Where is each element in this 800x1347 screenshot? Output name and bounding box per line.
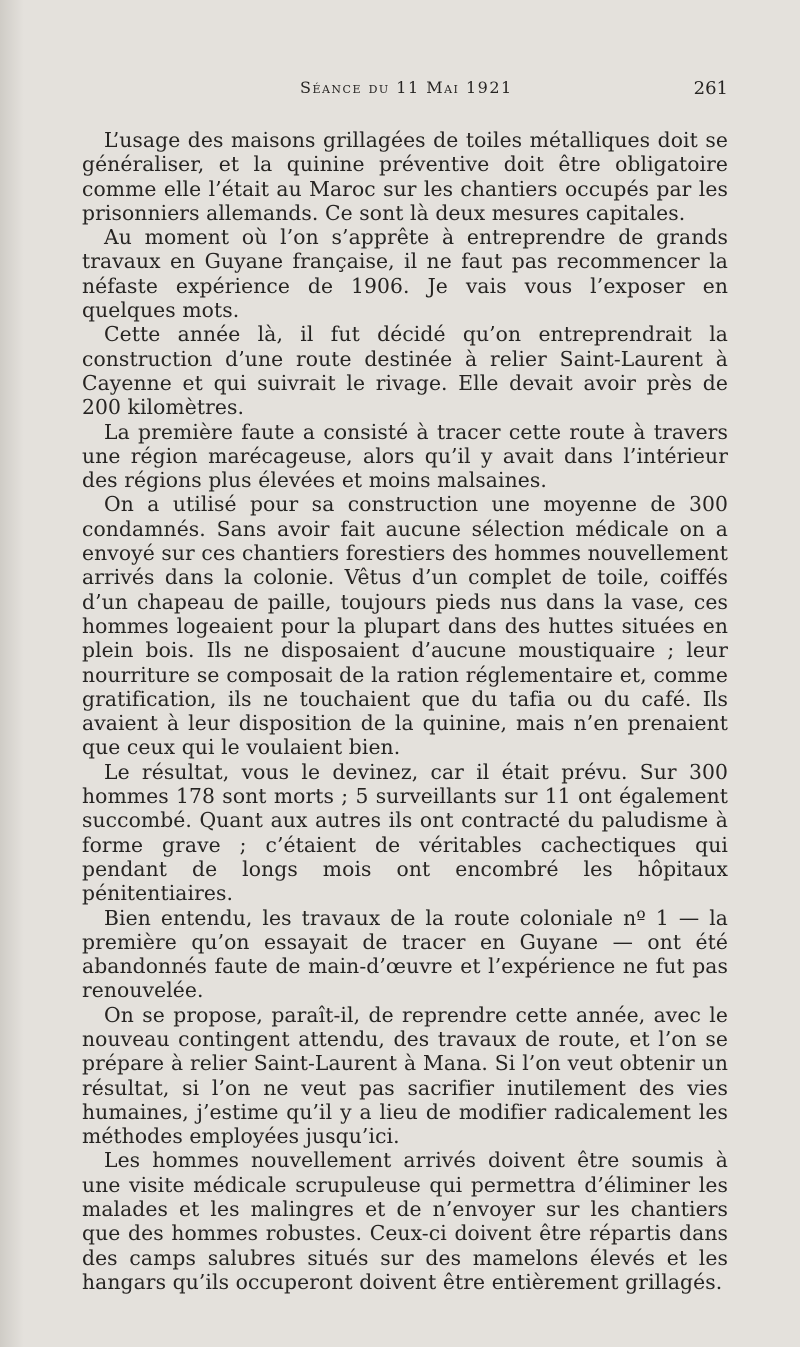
paragraph-6: Le résultat, vous le devinez, car il était prévu. Sur 300 hommes 178 sont morts ; 5 surveillants sur 11 ont également succombé. Quant aux autres ils ont contracté du paludisme à forme grave ; c’étaient de véritables cachectiques qui pendant de longs mois ont encombré les hôpitaux pénitentiaires. [82, 759, 728, 906]
page-number: 261 [693, 78, 728, 99]
paragraph-3: Cette année là, il fut décidé qu’on entreprendrait la construction d’une route destinée à relier Saint-Laurent à Cayenne et qui suivrait le rivage. Elle devait avoir près de 200 kilomètres. [82, 322, 728, 420]
running-head [82, 78, 728, 110]
paragraph-8: On se propose, paraît-il, de reprendre cette année, avec le nouveau contingent attendu, des travaux de route, et l’on se prépare à relier Saint-Laurent à Mana. Si l’on veut obtenir un résultat, si l’on ne veut pas sacrifier inutilement des vies humaines, j’estime qu’il y a lieu de modifier radicalement les méthodes employées jusqu’ici. [82, 1002, 728, 1149]
paragraph-1: L’usage des maisons grillagées de toiles métalliques doit se généraliser, et la quinine préventive doit être obligatoire comme elle l’était au Maroc sur les chantiers occupés par les prisonniers allemands. Ce sont là deux mesures capitales. [82, 128, 728, 225]
book-page [82, 78, 728, 1294]
paragraph-5: On a utilisé pour sa construction une moyenne de 300 condamnés. Sans avoir fait aucune sélection médicale on a envoyé sur ces chantiers forestiers des hommes nouvellement arrivés dans la colonie. Vêtus d’un complet de toile, coiffés d’un chapeau de paille, toujours pieds nus dans la vase, ces hommes logeaient pour la plupart dans des huttes situées en plein bois. Ils ne disposaient d’aucune moustiquaire ; leur nourriture se composait de la ration réglementaire et, comme gratification, ils ne touchaient que du tafia ou du café. Ils avaient à leur disposition de la quinine, mais n’en prenaient que ceux qui le voulaient bien. [82, 492, 728, 760]
paragraph-7: Bien entendu, les travaux de la route coloniale nº 1 — la première qu’on essayait de tracer en Guyane — ont été abandonnés faute de main-d’œuvre et l’expérience ne fut pas renouvelée. [82, 905, 728, 1003]
running-title: Séance du 11 Mai 1921 [300, 78, 513, 97]
page-binding-shadow [0, 0, 24, 1347]
paragraph-4: La première faute a consisté à tracer cette route à travers une région marécageuse, alors qu’il y avait dans l’intérieur des régions plus élevées et moins malsaines. [82, 419, 728, 493]
paragraph-2: Au moment où l’on s’apprête à entreprendre de grands travaux en Guyane française, il ne faut pas recommencer la néfaste expérience de 1906. Je vais vous l’exposer en quelques mots. [82, 225, 728, 323]
body-text [82, 128, 728, 1294]
paragraph-9: Les hommes nouvellement arrivés doivent être soumis à une visite médicale scrupuleuse qui permettra d’éliminer les malades et les malingres et de n’envoyer sur les chantiers que des hommes robustes. Ceux-ci doivent être répartis dans des camps salubres situés sur des mamelons élevés et les hangars qu’ils occuperont doivent être entièrement grillagés. [82, 1148, 728, 1294]
